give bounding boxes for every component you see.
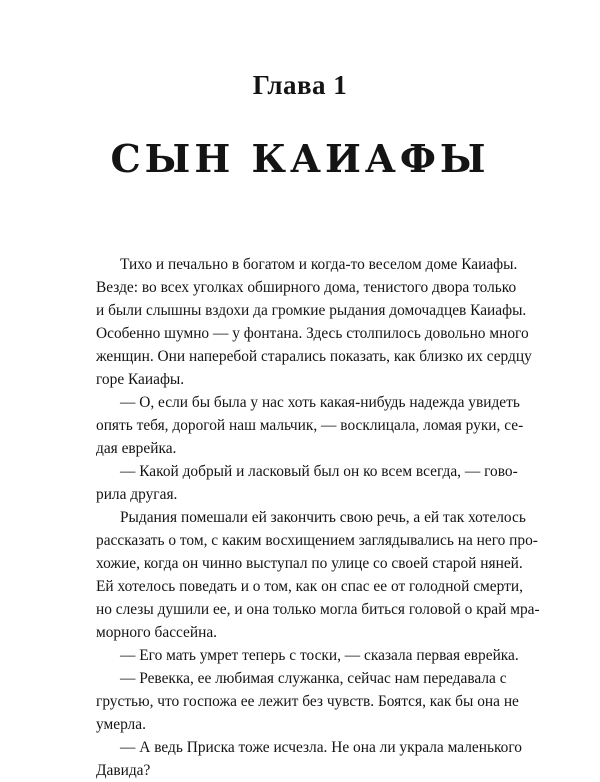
chapter-title: СЫН КАИАФЫ [110, 136, 490, 181]
text-line: хожие, когда он чинно выступал по улице со своей старой няней. [96, 555, 523, 572]
text-line: женщин. Они наперебой старались показать, как близко их сердцу [96, 348, 532, 365]
text-line: рила другая. [96, 486, 178, 503]
text-line: но слезы душили ее, и она только могла биться головой о край мра- [96, 601, 540, 618]
text-line: морного бассейна. [96, 624, 218, 641]
text-line: Рыдания помешали ей закончить свою речь, а ей так хотелось [120, 509, 526, 526]
text-line: и были слышны вздохи да громкие рыдания домочадцев Каиафы. [96, 302, 527, 319]
text-line: — Его мать умрет теперь с тоски, — сказала первая еврейка. [120, 647, 519, 664]
text-line: дая еврейка. [96, 440, 177, 457]
text-line: Тихо и печально в богатом и когда-то веселом доме Каиафы. [120, 256, 518, 273]
text-line: Особенно шумно — у фонтана. Здесь столпилось довольно много [96, 325, 529, 342]
text-line: — Ревекка, ее любимая служанка, сейчас нам передавала с [120, 670, 507, 687]
text-line: умерла. [96, 716, 146, 733]
text-line: грустью, что госпожа ее лежит без чувств. Боятся, как бы она не [96, 693, 519, 710]
text-line: Давида? [96, 762, 151, 779]
body-text [96, 253, 540, 782]
text-line: — А ведь Приска тоже исчезла. Не она ли украла маленького [120, 739, 522, 756]
chapter-number: Глава 1 [252, 70, 348, 100]
text-line: Везде: во всех уголках обширного дома, тенистого двора только [96, 279, 517, 296]
text-line: — Какой добрый и ласковый был он ко всем всегда, — гово- [120, 463, 518, 480]
text-line: горе Каиафы. [96, 371, 185, 388]
text-line: опять тебя, дорогой наш мальчик, — восклицала, ломая руки, се- [96, 417, 524, 434]
text-line: рассказать о том, с каким восхищением заглядывались на него про- [96, 532, 538, 549]
text-line: Ей хотелось поведать и о том, как он спас ее от голодной смерти, [96, 578, 523, 595]
text-line: — О, если бы была у нас хоть какая-нибудь надежда увидеть [120, 394, 520, 411]
